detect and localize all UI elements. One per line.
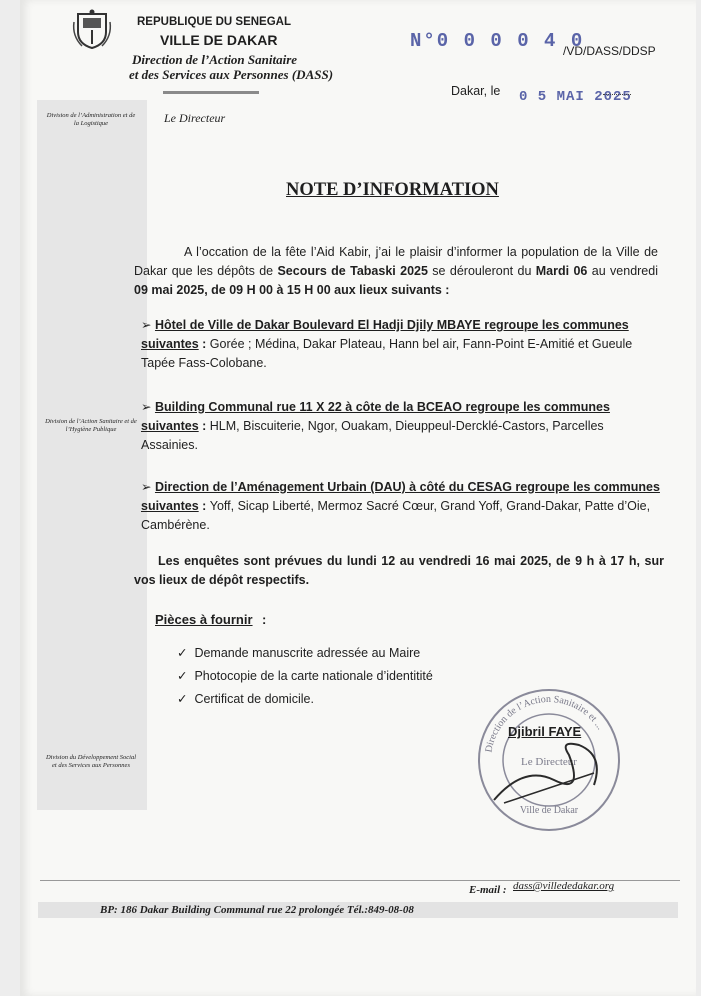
document-title: NOTE D’INFORMATION xyxy=(286,180,499,200)
footer-email-label: E-mail : xyxy=(469,884,507,896)
list-item: ✓ Demande manuscrite adressée au Maire xyxy=(177,646,421,660)
pieces-heading-colon: : xyxy=(262,612,267,627)
arrow-bullet-icon: ➢ xyxy=(141,480,152,494)
senegal-coat-of-arms-icon xyxy=(70,8,114,52)
reference-suffix: /VD/DASS/DDSP xyxy=(563,44,656,58)
official-stamp-icon xyxy=(474,685,624,835)
left-margin-column xyxy=(37,100,147,810)
site-name: Hôtel de Ville de Dakar Boulevard El Hadji Djily MBAYE regroupe les communes suivantes xyxy=(141,318,629,351)
enquetes-paragraph: Les enquêtes sont prévues du lundi 12 au vendredi 16 mai 2025, de 9 h à 17 h, sur vos lieux de dépôt respectifs. xyxy=(134,554,664,587)
intro-paragraph: A l’occation de la fête l’Aid Kabir, j’ai le plaisir d’informer la population de la Ville de Dakar que les dépôts de Secours de Tabaski 2025 se dérouleront du Mardi 06 au vendredi 09 mai 2025, de 09 H 00 à 15 H 00 aux lieux suivants : xyxy=(134,245,658,297)
footer-email-link[interactable]: dass@villededakar.org xyxy=(513,880,615,892)
checkmark-icon: ✓ xyxy=(177,669,188,683)
margin-note-action-sanitaire: Division de l’Action Sanitaire et de l’Hygiène Publique xyxy=(45,418,137,433)
arrow-bullet-icon: ➢ xyxy=(141,318,152,332)
list-item: ✓ Photocopie de la carte nationale d’identitité xyxy=(177,669,433,683)
site-item: ➢ Direction de l’Aménagement Urbain (DAU) à côté du CESAG regroupe les communes suivantes : Yoff, Sicap Liberté, Mermoz Sacré Cœur, Grand Yoff, Grand-Dakar, Patte d’Oie, Cambérène. xyxy=(141,480,660,532)
date-stamp: 0 5 MAI 2025 xyxy=(519,89,632,105)
svg-text:Direction de l’Action Sanitair: Direction de l’Action Sanitaire et ... xyxy=(483,693,606,754)
footer-address: BP: 186 Dakar Building Communal rue 22 prolongée Tél.:849-08-08 xyxy=(100,904,414,916)
site-communes: HLM, Biscuiterie, Ngor, Ouakam, Dieuppeul-Dercklé-Castors, Parcelles Assainies. xyxy=(141,419,604,452)
signatory-header: Le Directeur xyxy=(164,111,226,125)
pieces-list xyxy=(177,642,433,711)
header-republic: REPUBLIQUE DU SENEGAL xyxy=(137,16,291,28)
margin-note-administration: Division de l’Administration et de la Logistique xyxy=(46,112,136,127)
svg-text:Le Directeur: Le Directeur xyxy=(521,756,577,768)
header-direction-line1: Direction de l’Action Sanitaire xyxy=(132,52,298,67)
site-name: Direction de l’Aménagement Urbain (DAU) à côté du CESAG regroupe les communes suivantes xyxy=(141,480,660,513)
pieces-heading: Pièces à fournir xyxy=(155,612,253,627)
date-dotted-line xyxy=(603,94,631,95)
margin-note-developpement-social: Division du Développement Social et des Services aux Personnes xyxy=(45,754,137,769)
header-city: VILLE DE DAKAR xyxy=(160,32,278,48)
site-item: ➢ Hôtel de Ville de Dakar Boulevard El Hadji Djily MBAYE regroupe les communes suivantes : Gorée ; Médina, Dakar Plateau, Hann bel air, Fann-Point E-Amitié et Gueule Tapée Fass-Colobane. xyxy=(141,318,633,370)
svg-text:Ville de Dakar: Ville de Dakar xyxy=(519,805,579,816)
header-divider xyxy=(163,91,259,94)
reference-number-stamp: N°0 0 0 0 4 0 xyxy=(410,30,585,52)
list-item: ✓ Certificat de domicile. xyxy=(177,692,314,706)
site-item: ➢ Building Communal rue 11 X 22 à côte de la BCEAO regroupe les communes suivantes : HLM, Biscuiterie, Ngor, Ouakam, Dieuppeul-Dercklé-Castors, Parcelles Assainies. xyxy=(141,400,610,452)
checkmark-icon: ✓ xyxy=(177,692,188,706)
checkmark-icon: ✓ xyxy=(177,646,188,660)
date-prefix: Dakar, le xyxy=(451,84,501,98)
site-communes: Yoff, Sicap Liberté, Mermoz Sacré Cœur, Grand Yoff, Grand-Dakar, Patte d’Oie, Cambérène. xyxy=(141,499,651,532)
signatory-name: Djibril FAYE xyxy=(508,724,582,739)
site-name: Building Communal rue 11 X 22 à côte de la BCEAO regroupe les communes suivantes xyxy=(141,400,610,433)
arrow-bullet-icon: ➢ xyxy=(141,400,152,414)
header-direction-line2: et des Services aux Personnes (DASS) xyxy=(129,67,334,82)
site-communes: Gorée ; Médina, Dakar Plateau, Hann bel air, Fann-Point E-Amitié et Gueule Tapée Fass-Colobane. xyxy=(141,337,633,370)
